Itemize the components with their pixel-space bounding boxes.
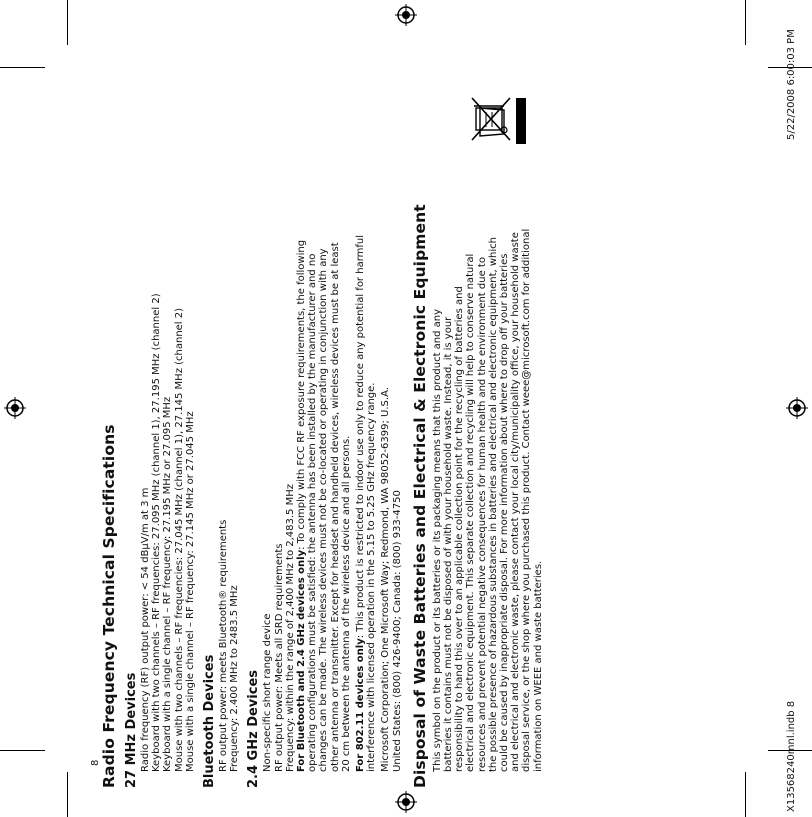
- bluetooth-list: [218, 88, 240, 788]
- text-line: the possible presence of hazardous substances in batteries and electrical and electronic equipment, which: [487, 236, 499, 772]
- registration-mark-icon: [4, 397, 26, 419]
- microsoft-phone: United States: (800) 426-9400; Canada: (800) 933-4750: [391, 490, 403, 772]
- weee-body: [432, 88, 544, 788]
- registration-mark-icon: [395, 4, 417, 26]
- page-number: 8: [90, 759, 101, 766]
- text-line: Keyboard with two channels – RF frequencies: 27.095 MHz (channel 1), 27.195 MHz (channel 2): [151, 293, 163, 772]
- text-line: changes can be made. The wireless devices must not be co-located or operating in conjunction with any: [318, 248, 330, 772]
- slug-file: X13568240mnl.indb 8: [786, 700, 797, 812]
- ghz24-heading: 2.4 GHz Devices: [246, 670, 262, 788]
- text-line: Frequency: within the range of 2,400 MHz to 2,483.5 MHz: [284, 484, 296, 772]
- mhz27-heading: 27 MHz Devices: [124, 672, 139, 788]
- text-line: electrical and electronic equipment. This separate collection and recycling will help to conserve natural: [465, 253, 477, 772]
- slug-date: 5/22/2008 6:00:03 PM: [786, 29, 797, 140]
- wifi-notice-text: : This product is restricted to indoor use only to reduce any potential for harmful: [355, 234, 367, 639]
- weee-title: Disposal of Waste Batteries and Electrical & Electronic Equipment: [410, 204, 429, 788]
- fcc-notice-label: For Bluetooth and 2.4 GHz devices only: [296, 549, 308, 772]
- registration-mark-icon: [395, 791, 417, 813]
- text-line: This symbol on the product or its batteries or its packaging means that this product and any: [431, 308, 443, 772]
- text-line: interference with licensed operation in the 5.15 to 5.25 GHz frequency range.: [366, 382, 378, 772]
- fcc-notice-text: : To comply with FCC RF exposure requirements, the following: [296, 239, 308, 550]
- text-line: batteries it contains must not be disposed of with your household waste. Instead, it is your: [443, 316, 455, 772]
- rotated-page-content: [100, 88, 700, 788]
- mhz27-list: [140, 88, 196, 788]
- text-line: operating configurations must be satisfied: the antenna has been installed by the manufacturer and no: [307, 253, 319, 772]
- text-line: information on WEEE and waste batteries.: [532, 560, 544, 772]
- text-line: Frequency: 2.400 MHz to 2483.5 MHz: [229, 585, 241, 772]
- text-line: Mouse with a single channel – RF frequency: 27.145 MHz or 27.045 MHz: [184, 411, 196, 772]
- ghz24-list: [262, 88, 402, 788]
- text-line: 20 cm between the antenna of the wireless device and all persons.: [340, 435, 352, 772]
- crossed-out-wheelie-bin-icon: [470, 96, 530, 148]
- crop-mark-icon: [745, 772, 746, 817]
- text-line: Non-specific short range device: [262, 613, 274, 772]
- crop-mark-icon: [0, 750, 45, 751]
- text-line: responsibility to hand this over to an applicable collection point for the recycling of batteries and: [454, 286, 466, 772]
- crop-mark-icon: [67, 772, 68, 817]
- text-line: Keyboard with a single channel – RF frequency: 27.195 MHz or 27.095 MHz: [162, 396, 174, 772]
- text-line: other antenna or transmitter. Except for headset and handheld devices, wireless devices must be at least: [329, 242, 341, 772]
- registration-mark-icon: [786, 397, 808, 419]
- text-line: Mouse with two channels – RF frequencies: 27.045 MHz (channel 1), 27.145 MHz (channel 2): [173, 307, 185, 772]
- text-line: RF output power: meets Bluetooth® requirements: [218, 519, 230, 772]
- microsoft-address: Microsoft Corporation; One Microsoft Way; Redmond, WA 98052-6399; U.S.A.: [380, 387, 392, 772]
- crop-mark-icon: [0, 67, 45, 68]
- bluetooth-heading: Bluetooth Devices: [202, 654, 218, 788]
- text-line: could be caused by inappropriate disposal. For more information about where to drop off your batteries: [499, 253, 511, 772]
- wifi-notice-label: For 802.11 devices only: [355, 638, 367, 772]
- text-line: disposal service, or the shop where you purchased this product. Contact weee@microsoft.com for additional: [521, 228, 533, 772]
- rf-spec-title: Radio Frequency Technical Specifications: [100, 424, 118, 788]
- text-line: and electrical and electronic waste, please contact your local city/municipality office, your household waste: [510, 232, 522, 772]
- crop-mark-icon: [67, 0, 68, 45]
- wifi-notice-line: [355, 88, 366, 772]
- text-line: RF output power: Meets all SRD requirements: [273, 543, 285, 772]
- text-line: Radio frequency (RF) output power: < 54 dBμV/m at 3 m: [140, 487, 151, 772]
- text-line: resources and prevent potential negative consequences for human health and the environment due to: [476, 257, 488, 772]
- crop-mark-icon: [745, 0, 746, 45]
- fcc-notice-line: [296, 88, 307, 772]
